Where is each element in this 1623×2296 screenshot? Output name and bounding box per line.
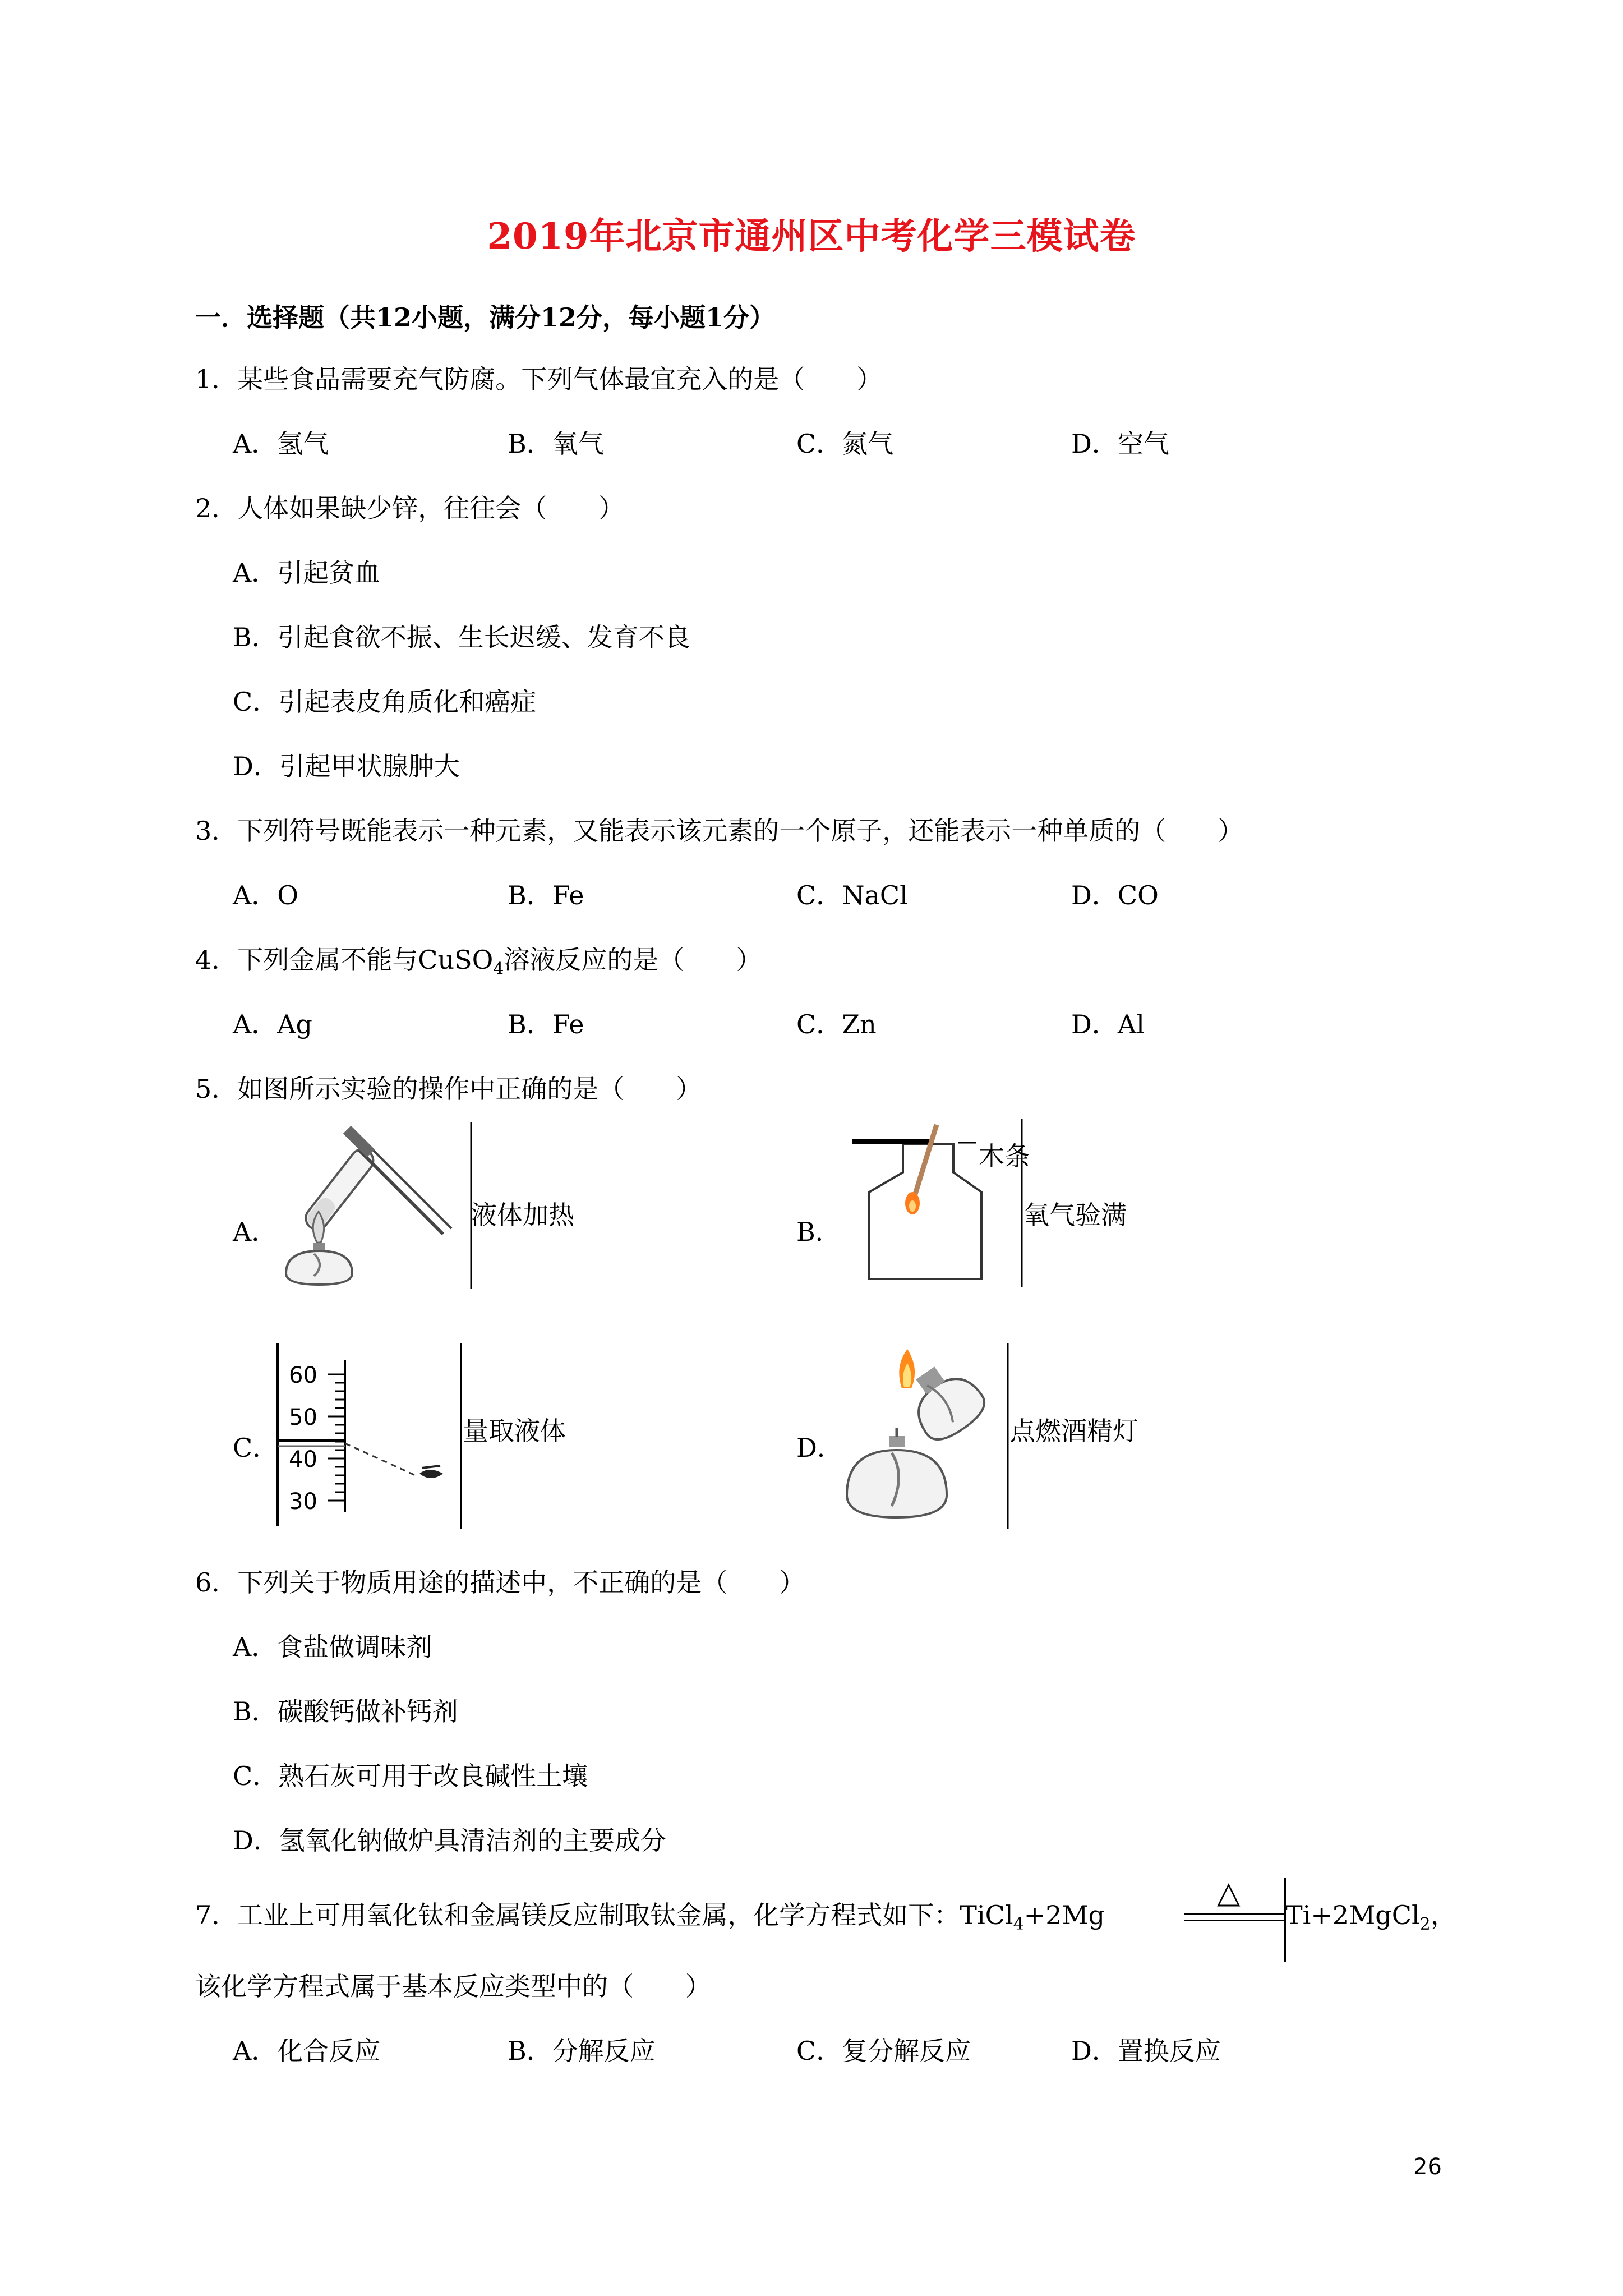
q3-option-a: A．O — [233, 880, 298, 910]
equation-reactant-1-sub: 4 — [1013, 1915, 1024, 1935]
q5-option-b-letter: B． — [796, 1217, 841, 1247]
q7-option-a: A．化合反应 — [233, 2036, 381, 2066]
question-5-stem: 5．如图所示实验的操作中正确的是（ ） — [195, 1074, 702, 1104]
question-2-stem: 2．人体如果缺少锌，往往会（ ） — [195, 493, 625, 523]
q6-option-d: D．氢氧化钠做炉具清洁剂的主要成分 — [233, 1825, 666, 1856]
q3-option-b: B．Fe — [508, 880, 584, 910]
equation-arrow-box — [1184, 1875, 1286, 1962]
q7-option-d: D．置换反应 — [1071, 2036, 1221, 2066]
tick-label-50: 50 — [289, 1405, 317, 1430]
q5-option-a-letter: A． — [233, 1217, 278, 1247]
q5-option-d-caption: 点燃酒精灯 — [1009, 1416, 1138, 1446]
heat-condition-symbol: △ — [1217, 1875, 1241, 1910]
q5-option-d-letter: D． — [796, 1433, 843, 1463]
q3-option-d: D．CO — [1071, 880, 1159, 910]
page-number: 26 — [1413, 2154, 1442, 2180]
q6-option-c: C．熟石灰可用于改良碱性土壤 — [233, 1761, 588, 1791]
equation-product-text: Ti+2MgCl — [1285, 1900, 1420, 1930]
tick-label-30: 30 — [289, 1489, 317, 1515]
equals-line-bottom — [1184, 1920, 1284, 1921]
q4-option-b: B．Fe — [508, 1009, 584, 1039]
equation-product-sub: 2 — [1419, 1915, 1431, 1935]
q6-option-b: B．碳酸钙做补钙剂 — [233, 1696, 458, 1727]
q7-option-c: C．复分解反应 — [796, 2036, 971, 2066]
question-7-stem — [195, 1895, 1105, 1934]
q7-stem-text: 7．工业上可用氧化钛和金属镁反应制取钛金属，化学方程式如下： — [195, 1900, 960, 1930]
q4-stem-text: 4．下列金属不能与CuSO — [195, 945, 494, 975]
test-tube-heating-figure — [275, 1122, 474, 1290]
q4-subscript: 4 — [493, 959, 504, 979]
measuring-cylinder-figure — [275, 1343, 463, 1529]
q5-option-b-caption: 氧气验满 — [1023, 1200, 1127, 1230]
question-6-stem: 6．下列关于物质用途的描述中，不正确的是（ ） — [195, 1567, 805, 1598]
q2-option-c: C．引起表皮角质化和癌症 — [233, 687, 537, 717]
equation-punct: ， — [1430, 1900, 1456, 1930]
q4-option-d: D．Al — [1071, 1009, 1145, 1039]
q6-option-a: A．食盐做调味剂 — [233, 1632, 432, 1662]
tick-label-40: 40 — [289, 1447, 317, 1473]
q2-option-a: A．引起贫血 — [233, 558, 381, 588]
equation-reactant-1: TiCl — [960, 1900, 1013, 1930]
q1-option-b: B．氧气 — [508, 429, 604, 459]
equation-reactant-2: +2Mg — [1023, 1900, 1105, 1930]
equals-line-top — [1184, 1913, 1284, 1915]
section-heading: 一．选择题（共12小题，满分12分，每小题1分） — [195, 302, 776, 333]
q5-option-c-letter: C． — [233, 1433, 279, 1463]
q7-option-b: B．分解反应 — [508, 2036, 656, 2066]
q4-option-c: C．Zn — [796, 1009, 877, 1039]
tick-label-60: 60 — [289, 1363, 317, 1388]
question-7-stem-line2: 该化学方程式属于基本反应类型中的（ ） — [195, 1971, 711, 2001]
question-3-stem: 3．下列符号既能表示一种元素，又能表示该元素的一个原子，还能表示一种单质的（ ） — [195, 816, 1244, 846]
equation-products — [1285, 1895, 1456, 1934]
q2-option-d: D．引起甲状腺肿大 — [233, 751, 460, 781]
stick-label: 木条 — [979, 1141, 1030, 1171]
q1-option-d: D．空气 — [1071, 429, 1169, 459]
q1-option-c: C．氮气 — [796, 429, 894, 459]
q4-stem-tail: 溶液反应的是（ ） — [504, 945, 762, 975]
q2-option-b: B．引起食欲不振、生长迟缓、发育不良 — [233, 622, 690, 652]
question-4-stem — [195, 940, 762, 979]
q3-option-c: C．NaCl — [796, 880, 908, 910]
q1-option-a: A．氢气 — [233, 429, 329, 459]
q5-option-c-caption: 量取液体 — [463, 1416, 566, 1446]
q5-option-a-caption: 液体加热 — [471, 1200, 574, 1230]
q4-option-a: A．Ag — [233, 1009, 312, 1039]
alcohol-lamp-figure — [841, 1343, 1009, 1529]
question-1-stem: 1．某些食品需要充气防腐。下列气体最宜充入的是（ ） — [195, 364, 883, 394]
exam-title: 2019年北京市通州区中考化学三模试卷 — [487, 215, 1136, 257]
